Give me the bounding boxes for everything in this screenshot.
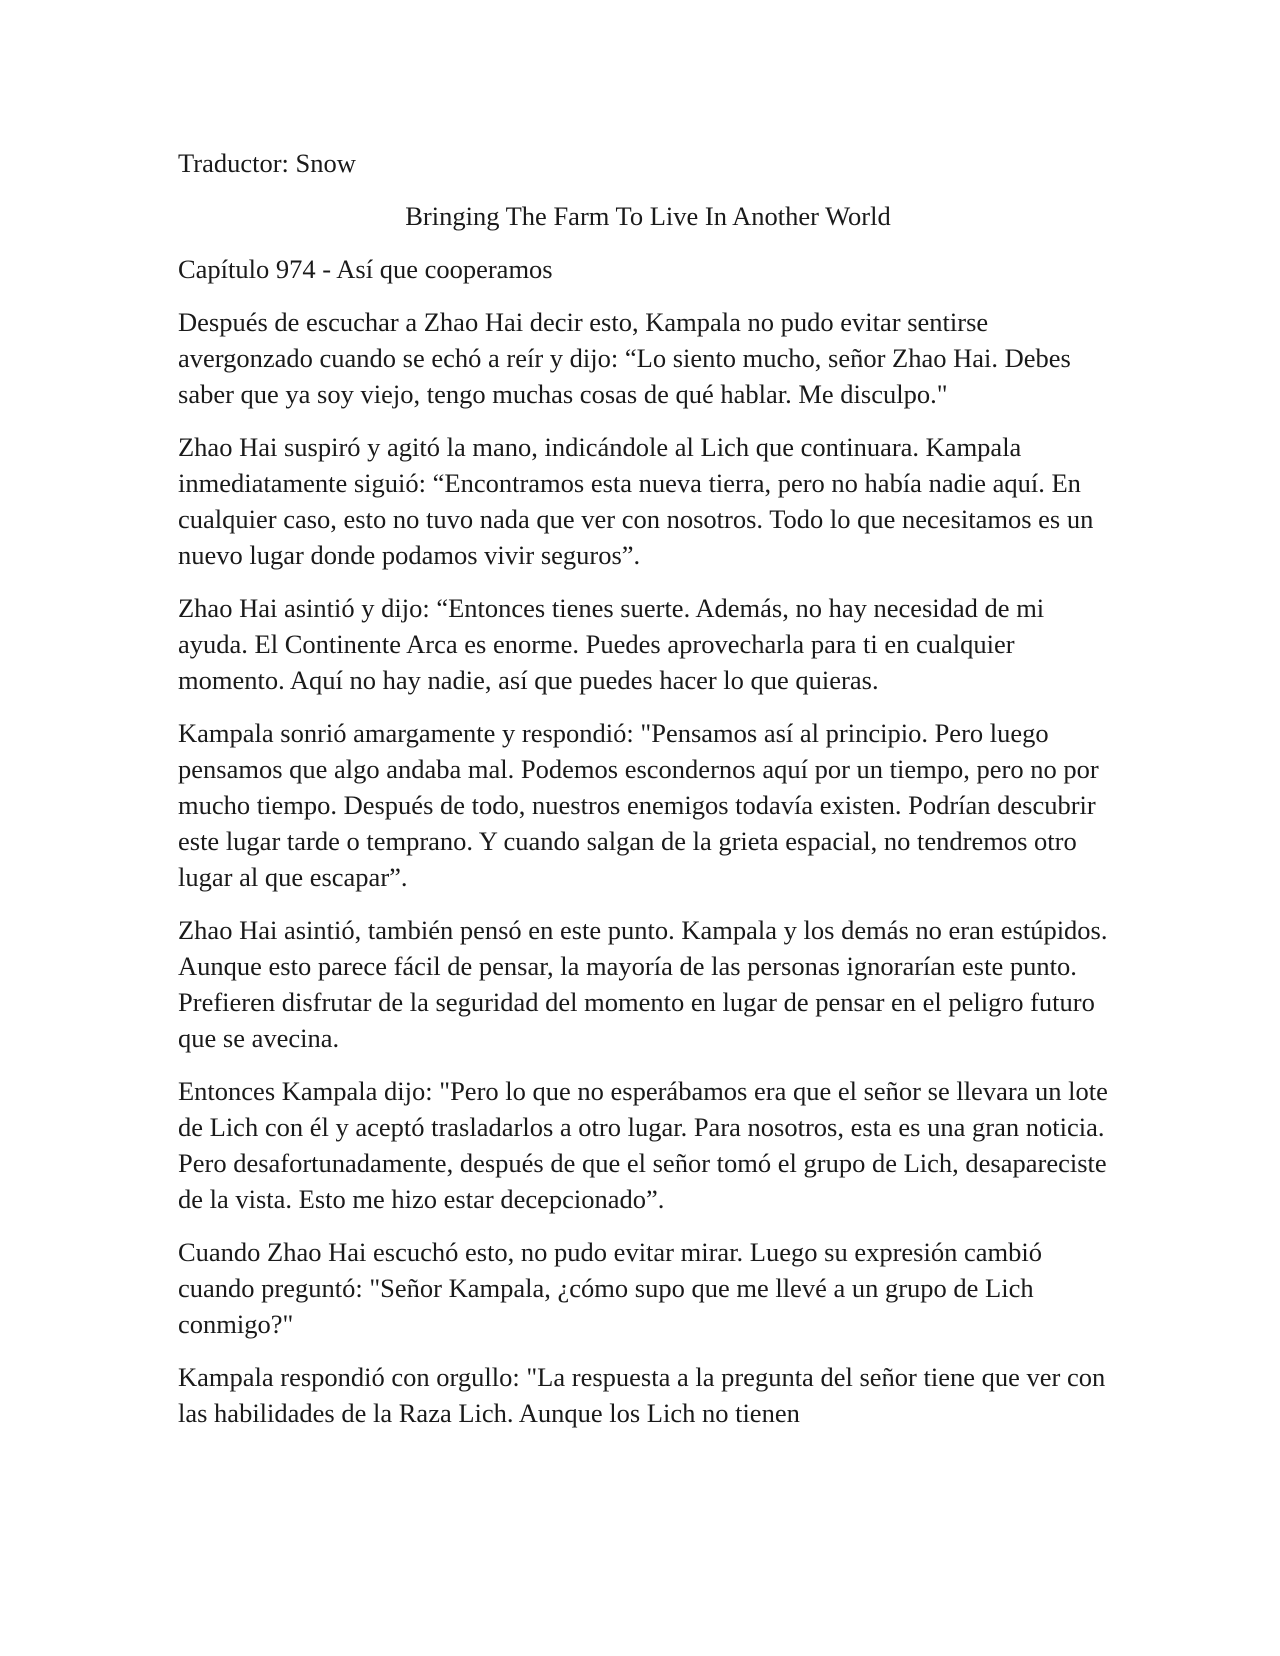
paragraph-2: Zhao Hai suspiró y agitó la mano, indicándole al Lich que continuara. Kampala inmediatamente siguió: “Encontramos esta nueva tierra, pero no había nadie aquí. En cualquier caso, esto no tuvo nada que ver con nosotros. Todo lo que necesitamos es un nuevo lugar donde podamos vivir seguros”. xyxy=(178,432,1094,570)
paragraph-4: Kampala sonrió amargamente y respondió: "Pensamos así al principio. Pero luego pensamos que algo andaba mal. Podemos escondernos aquí por un tiempo, pero no por mucho tiempo. Después de todo, nuestros enemigos todavía existen. Podrían descubrir este lugar tarde o temprano. Y cuando salgan de la grieta espacial, no tendremos otro lugar al que escapar”. xyxy=(178,718,1099,892)
translator-credit: Traductor: Snow xyxy=(178,148,356,178)
paragraph-6: Entonces Kampala dijo: "Pero lo que no esperábamos era que el señor se llevara un lote de Lich con él y aceptó trasladarlos a otro lugar. Para nosotros, esta es una gran noticia. Pero desafortunadamente, después de que el señor tomó el grupo de Lich, desapareciste de la vista. Esto me hizo estar decepcionado”. xyxy=(178,1076,1108,1214)
paragraph-5: Zhao Hai asintió, también pensó en este punto. Kampala y los demás no eran estúpidos. Aunque esto parece fácil de pensar, la mayoría de las personas ignorarían este punto. Prefieren disfrutar de la seguridad del momento en lugar de pensar en el peligro futuro que se avecina. xyxy=(178,915,1108,1053)
paragraph-7: Cuando Zhao Hai escuchó esto, no pudo evitar mirar. Luego su expresión cambió cuando preguntó: "Señor Kampala, ¿cómo supo que me llevé a un grupo de Lich conmigo?" xyxy=(178,1237,1042,1339)
chapter-title: Capítulo 974 - Así que cooperamos xyxy=(178,254,553,284)
paragraph-1: Después de escuchar a Zhao Hai decir esto, Kampala no pudo evitar sentirse avergonzado cuando se echó a reír y dijo: “Lo siento mucho, señor Zhao Hai. Debes saber que ya soy viejo, tengo muchas cosas de qué hablar. Me disculpo." xyxy=(178,307,1071,409)
paragraph-3: Zhao Hai asintió y dijo: “Entonces tienes suerte. Además, no hay necesidad de mi ayuda. El Continente Arca es enorme. Puedes aprovecharla para ti en cualquier momento. Aquí no hay nadie, así que puedes hacer lo que quieras. xyxy=(178,593,1045,695)
book-title: Bringing The Farm To Live In Another World xyxy=(405,201,891,231)
paragraph-8: Kampala respondió con orgullo: "La respuesta a la pregunta del señor tiene que ver con las habilidades de la Raza Lich. Aunque los Lich no tienen xyxy=(178,1362,1106,1428)
document-page xyxy=(178,145,1118,1448)
